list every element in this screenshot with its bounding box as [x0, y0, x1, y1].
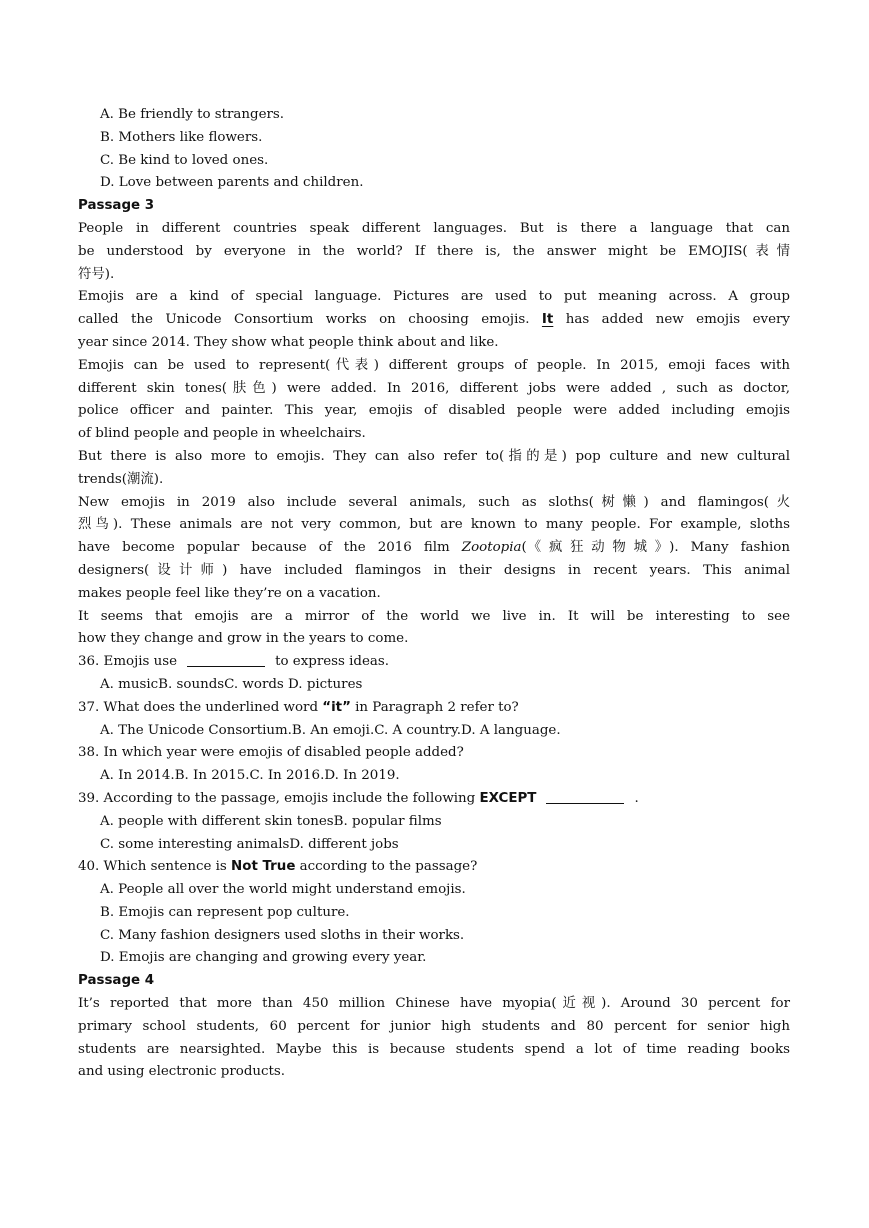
question-options: A. The Unicode Consortium.B. An emoji.C. A country.D. A language.: [100, 722, 561, 738]
question-39: [78, 788, 790, 811]
emphasis-word: Not True: [231, 859, 296, 875]
paragraph-line: year since 2014. They show what people think about and like.: [78, 334, 499, 350]
option-b: B. Emojis can represent pop culture.: [100, 904, 350, 920]
question-37: [78, 697, 790, 720]
option-c: C. Be kind to loved ones.: [100, 152, 269, 168]
option-c: C. Many fashion designers used sloths in their works.: [100, 927, 465, 943]
question-text: .: [634, 790, 639, 806]
paragraph-line: students are nearsighted. Maybe this is because students spend a lot of time reading books: [78, 1041, 790, 1057]
paragraph-line: It’s reported that more than 450 million Chinese have myopia(近视). Around 30 percent for: [78, 996, 790, 1012]
passage-title: Passage 4: [78, 973, 155, 989]
passage-title: Passage 3: [78, 198, 155, 214]
question-text: 40. Which sentence is: [78, 859, 232, 875]
text-span: (《疯狂动物城》). Many fashion: [521, 540, 790, 556]
question-text: to express ideas.: [275, 654, 390, 670]
paragraph-line: primary school students, 60 percent for junior high students and 80 percent for senior high: [78, 1018, 790, 1034]
option-b: B. Mothers like flowers.: [100, 129, 263, 145]
quoted-word: “it”: [322, 699, 351, 715]
paragraph-line: 符号).: [78, 266, 115, 282]
paragraph-line: police officer and painter. This year, emojis of disabled people were added including emojis: [78, 403, 790, 419]
emphasis-word: EXCEPT: [479, 790, 537, 806]
paragraph-line: makes people feel like they’re on a vacation.: [78, 585, 381, 601]
paragraph-line: Emojis can be used to represent(代表) different groups of people. In 2015, emoji faces with: [78, 357, 790, 373]
document-page: [78, 104, 790, 1084]
option-a: A. People all over the world might understand emojis.: [100, 882, 466, 898]
question-text: according to the passage?: [295, 859, 478, 875]
answer-blank: [546, 789, 624, 804]
question-38: 38. In which year were emojis of disabled people added?: [78, 745, 464, 761]
question-40: [78, 856, 790, 879]
paragraph-line: designers(设计师) have included flamingos in their designs in recent years. This animal: [78, 562, 790, 578]
paragraph-line: It seems that emojis are a mirror of the world we live in. It will be interesting to see: [78, 608, 790, 624]
paragraph-line: of blind people and people in wheelchairs.: [78, 426, 366, 442]
paragraph-line: how they change and grow in the years to come.: [78, 631, 409, 647]
paragraph-line: trends(潮流).: [78, 471, 164, 487]
question-36: [78, 651, 790, 674]
option-d: D. Emojis are changing and growing every year.: [100, 950, 427, 966]
underlined-word: It: [541, 312, 554, 328]
option-d: D. Love between parents and children.: [100, 175, 364, 191]
question-options: A. people with different skin tonesB. popular films: [100, 813, 442, 829]
question-options: C. some interesting animalsD. different jobs: [100, 836, 399, 852]
paragraph-line: Emojis are a kind of special language. Pictures are used to put meaning across. A group: [78, 289, 790, 305]
question-text: 36. Emojis use: [78, 654, 178, 670]
paragraph-line: and using electronic products.: [78, 1064, 286, 1080]
paragraph-line: be understood by everyone in the world? If there is, the answer might be EMOJIS(表情: [78, 243, 790, 259]
paragraph-line: [78, 309, 790, 332]
question-text: 39. According to the passage, emojis include the following: [78, 790, 480, 806]
option-a: A. Be friendly to strangers.: [100, 107, 285, 122]
paragraph-line: 烈鸟). These animals are not very common, but are known to many people. For example, sloths: [78, 517, 790, 533]
film-title: Zootopia: [461, 540, 522, 556]
question-text: 37. What does the underlined word: [78, 699, 323, 715]
text-span: called the Unicode Consortium works on choosing emojis.: [78, 312, 530, 328]
question-options: A. In 2014.B. In 2015.C. In 2016.D. In 2019.: [100, 768, 400, 784]
paragraph-line: different skin tones(肤色) were added. In 2016, different jobs were added , such as doctor,: [78, 380, 790, 396]
text-span: has added new emojis every: [565, 312, 790, 328]
paragraph-line: People in different countries speak different languages. But is there a language that can: [78, 220, 790, 236]
paragraph-line: But there is also more to emojis. They can also refer to(指的是) pop culture and new cultural: [78, 448, 790, 464]
paragraph-line: New emojis in 2019 also include several animals, such as sloths(树懒) and flamingos(火: [78, 494, 790, 510]
paragraph-line: [78, 537, 790, 560]
text-span: have become popular because of the 2016 film: [78, 540, 450, 556]
question-text: in Paragraph 2 refer to?: [350, 699, 519, 715]
question-options: A. musicB. soundsC. words D. pictures: [100, 676, 363, 692]
answer-blank: [187, 652, 265, 667]
